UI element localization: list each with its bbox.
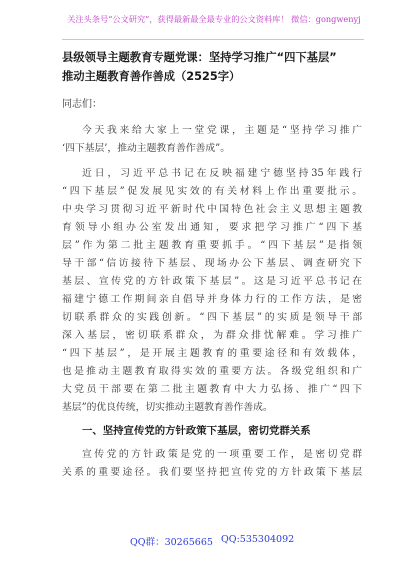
body-line: “四下基层”，是开展主题教育的重要途径和有效载体， [62,348,362,359]
title-line-2: 推动主题教育善作善成（2525字） [62,70,241,83]
body-line: 基层”的优良传统，切实推动主题教育善作善成。 [62,402,273,413]
body-line: 导干部“信访接待下基层、现场办公下基层、调查研究下 [62,258,362,269]
body-line: 中央学习贯彻习近平新时代中国特色社会主义思想主题教 [62,204,362,215]
footer-qq-group: QQ群：30265665 [130,537,213,548]
body-line: 切联系群众的实践创新。“四下基层”的实质是领导干部 [62,312,362,323]
body-line: 层”作为第二批主题教育重要抓手。“四下基层”是指领 [62,240,362,251]
body-line: 也是推动主题教育取得实效的重要方法。各级党组织和广 [62,366,362,377]
body-line: 育领导小组办公室发出通知，要求把学习推广“四下基 [62,222,362,233]
body-line: 大党员干部要在第二批主题教育中大力弘扬、推广“四下 [62,384,362,395]
body-line: 宣传党的方针政策是党的一项重要工作，是密切党群 [82,449,362,460]
header-divider [62,39,364,40]
body-line: 近日，习近平总书记在反映福建宁德坚持35年践行 [82,168,362,179]
header-banner: 关注头条号“公文研究”，获得最新最全最专业的公文资料库！ 微信：gongwenyj [67,14,361,24]
footer-qq: QQ:535304092 [221,534,295,545]
salutation: 同志们： [62,99,102,110]
body-line: 基层、宣传党的方针政策下基层”。这是习近平总书记在 [62,276,362,287]
body-line: 福建宁德工作期间亲自倡导并身体力行的工作方法，是密 [62,294,362,305]
body-line: 今天我来给大家上一堂党课，主题是“坚持学习推广 [82,125,362,136]
section-heading: 一、坚持宣传党的方针政策下基层，密切党群关系 [82,425,311,437]
title-line-1: 县级领导主题教育专题党课：坚持学习推广“四下基层” [62,51,337,64]
document-title [62,48,362,86]
body-line: ‘四下基层’，推动主题教育善作善成”。 [62,143,230,154]
body-line: 关系的重要途径。我们要坚持把宣传党的方针政策下基层 [62,467,362,478]
body-line: “四下基层”促发展见实效的有关材料上作出重要批示。 [62,186,362,197]
body-line: 深入基层，密切联系群众，为群众排忧解难。学习推广 [62,330,362,341]
